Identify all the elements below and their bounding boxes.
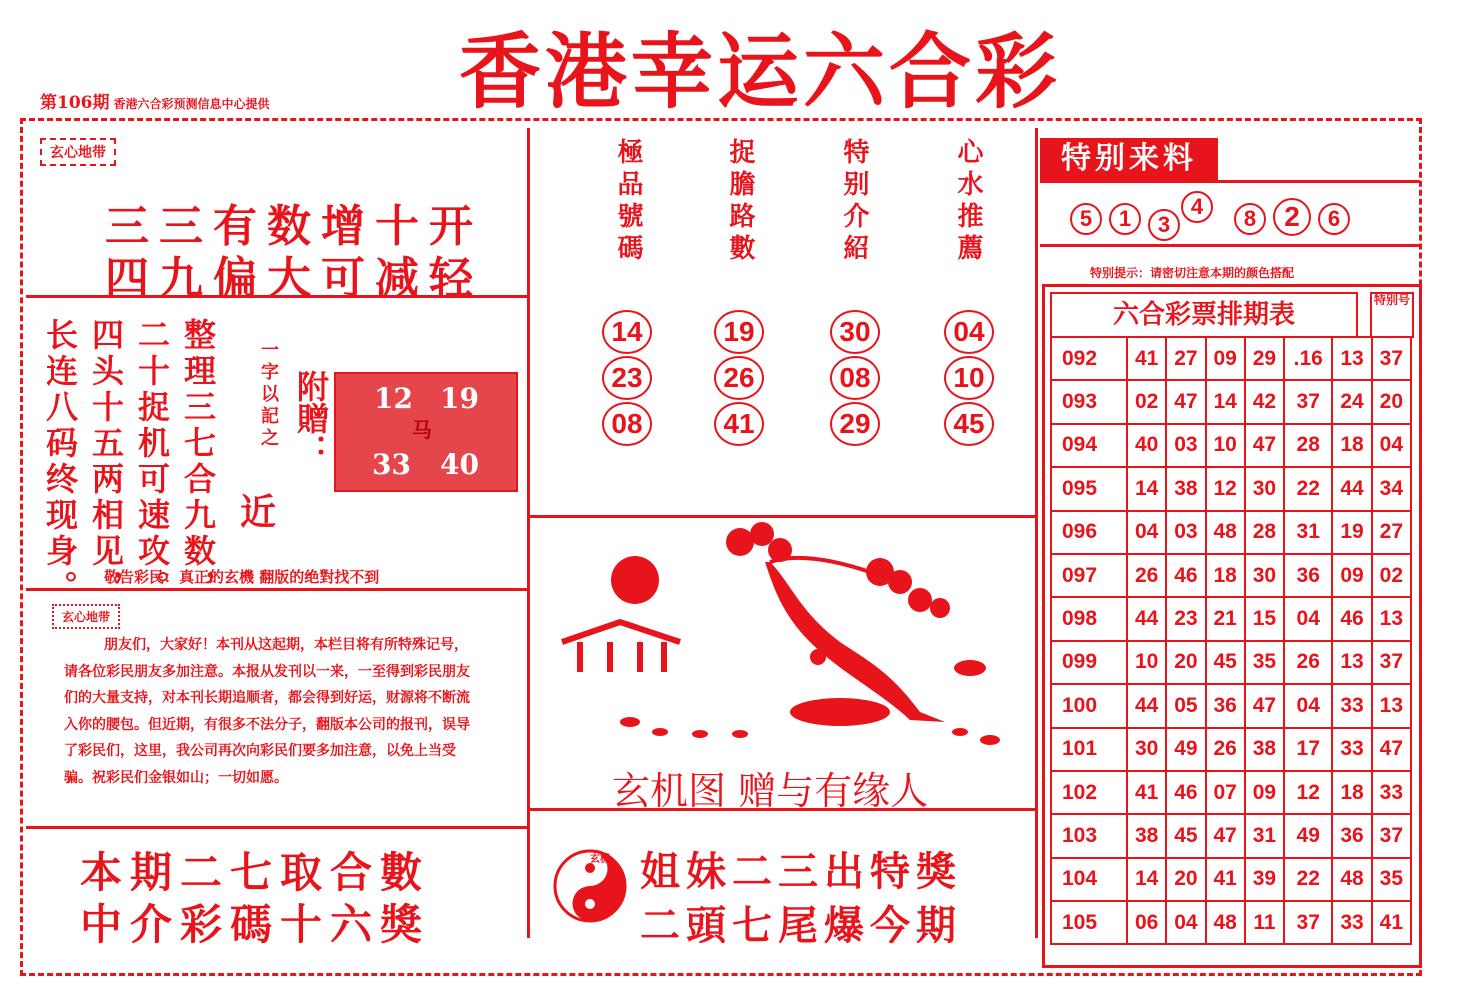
number-cell: 41 xyxy=(1127,337,1166,380)
number-circle: 41 xyxy=(714,402,764,446)
column-title-1: 極品號碼 xyxy=(613,138,643,266)
number-cell: 13 xyxy=(1332,337,1371,380)
special-header: 特别号 xyxy=(1370,292,1414,338)
number-cell: 09 xyxy=(1332,554,1371,597)
number-cell: 36 xyxy=(1332,814,1371,857)
page-title: 香港幸运六合彩 xyxy=(458,24,1061,120)
number-cell: 24 xyxy=(1332,380,1371,423)
center-bottom-line-2: 二頭七尾爆今期 xyxy=(640,903,962,949)
number-cell: 38 xyxy=(1127,814,1166,857)
gift-number: 12 xyxy=(374,382,413,415)
column-title-4: 心水推薦 xyxy=(953,138,983,266)
table-row xyxy=(1051,814,1411,857)
number-cell: 18 xyxy=(1332,771,1371,814)
table-row xyxy=(1051,597,1411,640)
special-number: 1 xyxy=(1109,203,1141,235)
number-cell: 42 xyxy=(1245,380,1284,423)
special-cell: 37 xyxy=(1372,814,1411,857)
table-row xyxy=(1051,511,1411,554)
period-cell: 098 xyxy=(1051,597,1127,640)
number-cell: 14 xyxy=(1127,858,1166,901)
hint-label: 附贈： xyxy=(292,370,330,466)
gift-box xyxy=(334,372,518,492)
tree-illustration xyxy=(540,522,1030,762)
number-cell: 44 xyxy=(1127,684,1166,727)
number-cell: 46 xyxy=(1166,771,1205,814)
divider-h3 xyxy=(530,515,1035,518)
number-cell: 19 xyxy=(1332,511,1371,554)
special-underline xyxy=(1040,180,1420,183)
hint-word: 近 xyxy=(240,491,277,533)
table-row xyxy=(1051,684,1411,727)
number-cell: 11 xyxy=(1245,901,1284,944)
number-cell: 03 xyxy=(1166,511,1205,554)
special-cell: 27 xyxy=(1372,511,1411,554)
number-cell: 38 xyxy=(1245,728,1284,771)
special-numbers xyxy=(1070,194,1350,237)
schedule-title: 六合彩票排期表 xyxy=(1050,292,1358,338)
special-cell: 47 xyxy=(1372,728,1411,771)
poem-col-2: 四头十五两相见， xyxy=(87,318,125,606)
number-cell: 04 xyxy=(1284,684,1332,727)
picture-caption: 玄机图 赠与有缘人 xyxy=(612,769,929,813)
number-cell: 46 xyxy=(1166,554,1205,597)
bottom-line-2: 中介彩碼十六獎 xyxy=(80,900,431,949)
number-cell: 20 xyxy=(1166,641,1205,684)
number-cell: 30 xyxy=(1127,728,1166,771)
special-number: 4 xyxy=(1181,191,1213,223)
number-cell: 18 xyxy=(1206,554,1245,597)
issue-source: 香港六合彩预测信息中心提供 xyxy=(113,97,270,111)
number-cell: 26 xyxy=(1284,641,1332,684)
number-cell: 29 xyxy=(1245,337,1284,380)
column-title-2: 捉膽路數 xyxy=(725,138,755,266)
number-circle: 08 xyxy=(830,356,880,400)
number-cell: 41 xyxy=(1206,858,1245,901)
number-cell: 39 xyxy=(1245,858,1284,901)
special-number: 3 xyxy=(1148,209,1180,241)
gift-number: 40 xyxy=(440,448,479,481)
special-number: 5 xyxy=(1070,203,1102,235)
table-row xyxy=(1051,858,1411,901)
number-cell: 33 xyxy=(1332,901,1371,944)
center-bottom-line-1: 姐妹二三出特獎 xyxy=(640,849,962,895)
period-cell: 103 xyxy=(1051,814,1127,857)
number-cell: 06 xyxy=(1127,901,1166,944)
number-cell: 36 xyxy=(1284,554,1332,597)
number-cell: 35 xyxy=(1245,641,1284,684)
number-circle: 30 xyxy=(830,310,880,354)
issue-number: 第106期 xyxy=(40,93,110,113)
number-cell: 28 xyxy=(1245,511,1284,554)
period-cell: 097 xyxy=(1051,554,1127,597)
period-cell: 104 xyxy=(1051,858,1127,901)
table-row xyxy=(1051,337,1411,380)
special-hint: 特别提示：请密切注意本期的颜色搭配 xyxy=(1090,266,1295,280)
number-cell: 14 xyxy=(1127,467,1166,510)
number-cell: 47 xyxy=(1206,814,1245,857)
special-cell: 35 xyxy=(1372,858,1411,901)
number-cell: 48 xyxy=(1332,858,1371,901)
number-cell: 10 xyxy=(1206,424,1245,467)
divider-right xyxy=(1035,128,1038,938)
number-cell: 47 xyxy=(1245,684,1284,727)
special-cell: 37 xyxy=(1372,641,1411,684)
special-cell: 37 xyxy=(1372,337,1411,380)
number-cell: 45 xyxy=(1206,641,1245,684)
number-cell: 09 xyxy=(1206,337,1245,380)
number-cell: 38 xyxy=(1166,467,1205,510)
period-cell: 099 xyxy=(1051,641,1127,684)
number-cell: 44 xyxy=(1127,597,1166,640)
special-cell: 02 xyxy=(1372,554,1411,597)
number-cell: 33 xyxy=(1332,728,1371,771)
number-cell: 05 xyxy=(1166,684,1205,727)
number-cell: .16 xyxy=(1284,337,1332,380)
number-circle: 23 xyxy=(602,356,652,400)
number-cell: 47 xyxy=(1245,424,1284,467)
number-cell: 23 xyxy=(1166,597,1205,640)
table-row xyxy=(1051,554,1411,597)
number-cell: 26 xyxy=(1127,554,1166,597)
headline-line-2: 四九偏大可减轻 xyxy=(105,253,483,304)
number-cell: 44 xyxy=(1332,467,1371,510)
number-cell: 07 xyxy=(1206,771,1245,814)
number-cell: 03 xyxy=(1166,424,1205,467)
number-cell: 13 xyxy=(1332,641,1371,684)
gift-number: 19 xyxy=(440,382,479,415)
number-cell: 45 xyxy=(1166,814,1205,857)
number-cell: 04 xyxy=(1166,901,1205,944)
number-cell: 31 xyxy=(1245,814,1284,857)
number-circle: 10 xyxy=(944,356,994,400)
number-circle: 45 xyxy=(944,402,994,446)
poem-col-3: 二十捉机可速攻。 xyxy=(133,318,171,606)
number-cell: 30 xyxy=(1245,554,1284,597)
number-cell: 22 xyxy=(1284,858,1332,901)
poem-col-4: 整理三七合九数， xyxy=(179,318,217,606)
divider-h5 xyxy=(26,826,527,829)
period-cell: 094 xyxy=(1051,424,1127,467)
table-row xyxy=(1051,771,1411,814)
table-row xyxy=(1051,728,1411,771)
number-cell: 36 xyxy=(1206,684,1245,727)
period-cell: 093 xyxy=(1051,380,1127,423)
number-cell: 22 xyxy=(1284,467,1332,510)
table-row xyxy=(1051,380,1411,423)
schedule-table xyxy=(1050,336,1412,945)
special-cell: 41 xyxy=(1372,901,1411,944)
number-cell: 09 xyxy=(1245,771,1284,814)
number-cell: 15 xyxy=(1245,597,1284,640)
number-circle: 14 xyxy=(602,310,652,354)
special-cell: 04 xyxy=(1372,424,1411,467)
number-cell: 46 xyxy=(1332,597,1371,640)
table-row xyxy=(1051,641,1411,684)
notice-tag: 玄心地带 xyxy=(52,604,120,629)
number-cell: 37 xyxy=(1284,901,1332,944)
number-cell: 33 xyxy=(1332,684,1371,727)
number-cell: 10 xyxy=(1127,641,1166,684)
warning-text: 敬告彩民：真正的玄機 翻版的绝對找不到 xyxy=(104,568,380,586)
number-cell: 48 xyxy=(1206,901,1245,944)
period-cell: 102 xyxy=(1051,771,1127,814)
number-cell: 48 xyxy=(1206,511,1245,554)
special-number: 8 xyxy=(1234,203,1266,235)
special-label: 特别来料 xyxy=(1040,138,1218,180)
notice-text: 朋友们，大家好！本刊从这起期，本栏目将有所特殊记号，请各位彩民朋友多加注意。本报从发刊以一来，一至得到彩民朋友们的大量支持，对本刊长期追顺者，都会得到好运，财源将不断流入你的腰包。但近期，有很多不法分子，翻版本公司的报刊，误导了彩民们，这里，我公司再次向彩民们要多加注意，以免上当受骗。祝彩民们金银如山；一切如愿。 xyxy=(64,637,470,786)
table-row xyxy=(1051,424,1411,467)
number-cell: 26 xyxy=(1206,728,1245,771)
hint-small: 一字以記之 xyxy=(258,340,279,450)
gift-number: 33 xyxy=(372,448,411,481)
number-circle: 08 xyxy=(602,402,652,446)
poem-col-1: 长连八码终现身。 xyxy=(41,318,79,606)
headline-line-1: 三三有数增十开 xyxy=(105,201,483,252)
number-cell: 37 xyxy=(1284,380,1332,423)
number-cell: 40 xyxy=(1127,424,1166,467)
special-number: 2 xyxy=(1273,198,1311,236)
number-circle: 26 xyxy=(714,356,764,400)
period-cell: 100 xyxy=(1051,684,1127,727)
number-cell: 27 xyxy=(1166,337,1205,380)
number-cell: 21 xyxy=(1206,597,1245,640)
number-cell: 17 xyxy=(1284,728,1332,771)
number-cell: 20 xyxy=(1166,858,1205,901)
number-cell: 02 xyxy=(1127,380,1166,423)
divider-left xyxy=(527,128,530,938)
special-divider xyxy=(1040,244,1420,247)
period-cell: 105 xyxy=(1051,901,1127,944)
special-number: 6 xyxy=(1318,203,1350,235)
period-cell: 095 xyxy=(1051,467,1127,510)
special-cell: 33 xyxy=(1372,771,1411,814)
emblem-text: 玄機 xyxy=(590,854,610,865)
section-tag: 玄心地带 xyxy=(40,138,116,166)
number-cell: 28 xyxy=(1284,424,1332,467)
table-row xyxy=(1051,467,1411,510)
number-circle: 19 xyxy=(714,310,764,354)
special-cell: 13 xyxy=(1372,597,1411,640)
period-cell: 096 xyxy=(1051,511,1127,554)
number-cell: 12 xyxy=(1206,467,1245,510)
special-cell: 20 xyxy=(1372,380,1411,423)
number-cell: 14 xyxy=(1206,380,1245,423)
period-cell: 101 xyxy=(1051,728,1127,771)
issue-line xyxy=(40,88,270,113)
number-cell: 49 xyxy=(1284,814,1332,857)
number-cell: 30 xyxy=(1245,467,1284,510)
number-circle: 29 xyxy=(830,402,880,446)
number-cell: 04 xyxy=(1284,597,1332,640)
number-cell: 18 xyxy=(1332,424,1371,467)
special-cell: 34 xyxy=(1372,467,1411,510)
number-cell: 41 xyxy=(1127,771,1166,814)
period-cell: 092 xyxy=(1051,337,1127,380)
table-row xyxy=(1051,901,1411,944)
column-title-3: 特别介紹 xyxy=(839,138,869,266)
number-cell: 04 xyxy=(1127,511,1166,554)
bottom-line-1: 本期二七取合數 xyxy=(80,848,431,897)
number-cell: 49 xyxy=(1166,728,1205,771)
special-cell: 13 xyxy=(1372,684,1411,727)
gift-center: 马 xyxy=(412,418,432,442)
number-cell: 31 xyxy=(1284,511,1332,554)
number-circle: 04 xyxy=(944,310,994,354)
number-cell: 47 xyxy=(1166,380,1205,423)
number-cell: 12 xyxy=(1284,771,1332,814)
